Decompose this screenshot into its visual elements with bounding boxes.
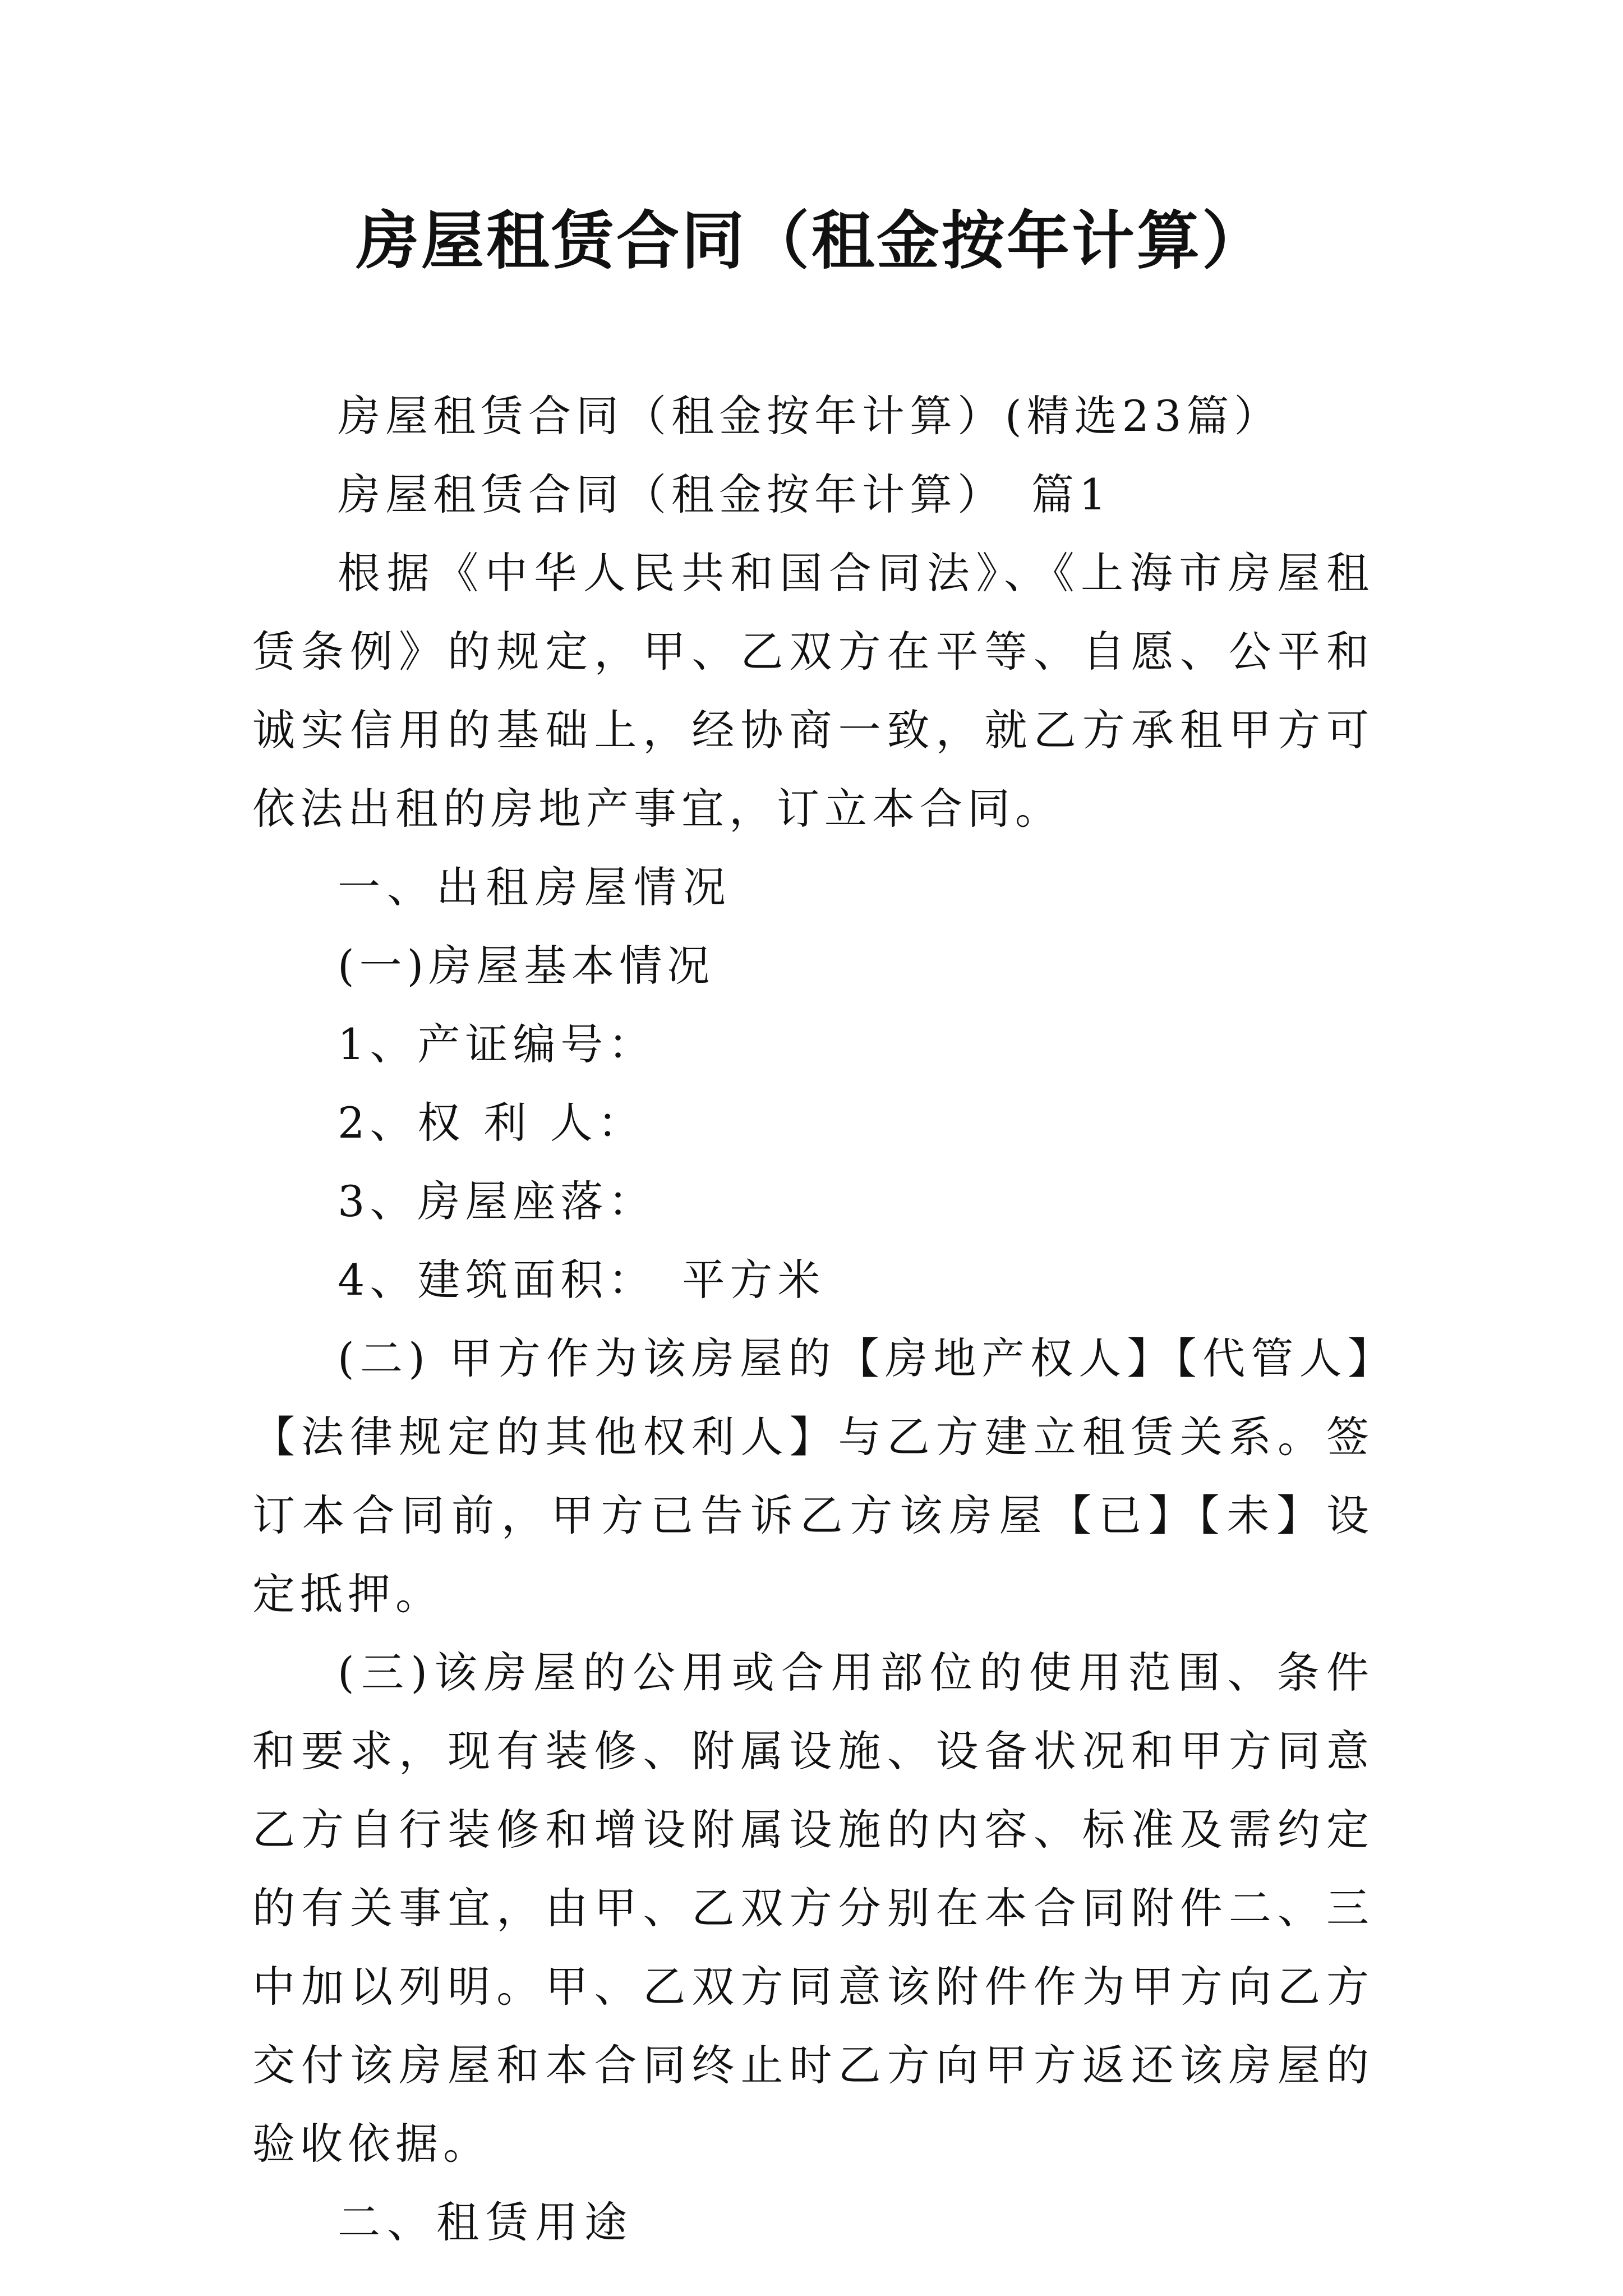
field-certificate-number: 1、产证编号： (338, 1019, 656, 1069)
article-heading: 房屋租赁合同（租金按年计算） 篇1 (338, 470, 1112, 519)
document-body (252, 377, 1374, 2262)
subsection-heading-basic-info: (一)房屋基本情况 (338, 941, 715, 991)
preamble-paragraph: 根据《中华人民共和国合同法》、《上海市房屋租赁条例》的规定，甲、乙双方在平等、自愿、公平和诚实信用的基础上，经协商一致，就乙方承租甲方可依法出租的房地产事宜，订立本合同。 (252, 548, 1374, 834)
section-heading-rental-property: 一、出租房屋情况 (338, 862, 732, 912)
document-title: 房屋租赁合同（租金按年计算） (356, 204, 1267, 278)
field-building-area: 4、建筑面积： 平方米 (338, 1255, 826, 1305)
field-owner: 2、权 利 人： (338, 1098, 645, 1148)
clause-lessor-status: (二) 甲方作为该房屋的【房地产权人】【代管人】【法律规定的其他权利人】与乙方建立租赁关系。签订本合同前，甲方已告诉乙方该房屋【已】【未】设定抵押。 (252, 1333, 1374, 1619)
section-heading-rental-purpose: 二、租赁用途 (338, 2197, 634, 2247)
clause-shared-areas: (三)该房屋的公用或合用部位的使用范围、条件和要求，现有装修、附属设施、设备状况和甲方同意乙方自行装修和增设附属设施的内容、标准及需约定的有关事宜，由甲、乙双方分别在本合同附件二、三中加以列明。甲、乙双方同意该附件作为甲方向乙方交付该房屋和本合同终止时乙方向甲方返还该房屋的验收依据。 (252, 1648, 1374, 2169)
collection-subtitle: 房屋租赁合同（租金按年计算）(精选23篇） (338, 391, 1282, 441)
field-property-location: 3、房屋座落： (338, 1176, 656, 1226)
